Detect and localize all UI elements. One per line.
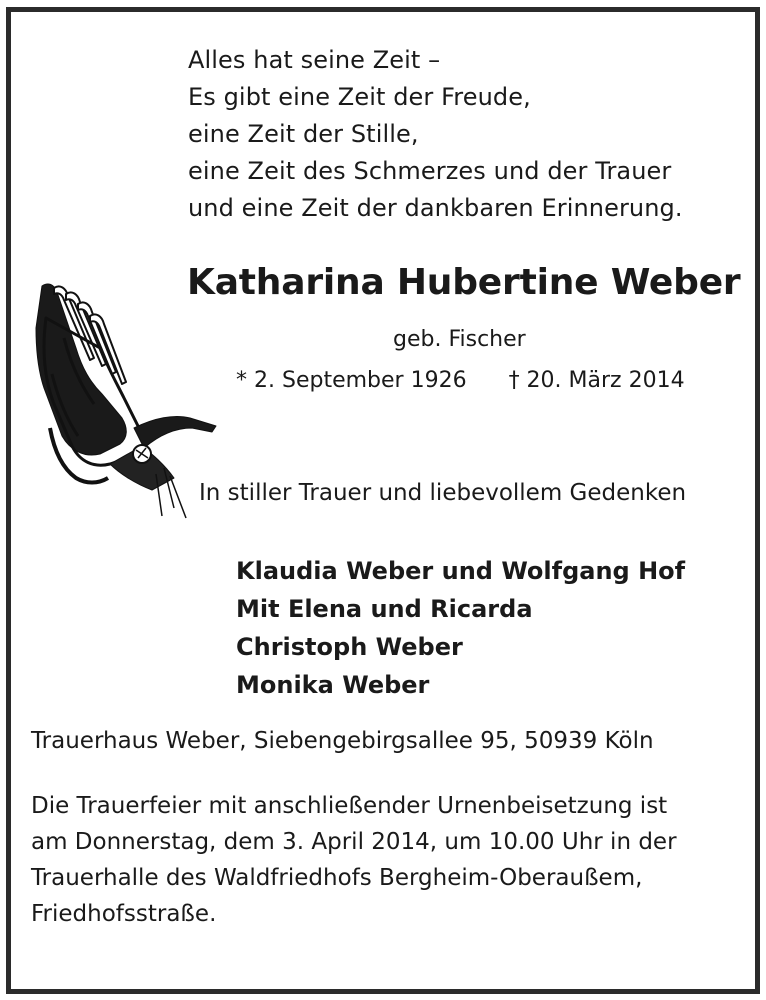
death-date: † 20. März 2014 (508, 368, 685, 393)
verse-line: und eine Zeit der dankbaren Erinnerung. (188, 194, 683, 222)
family-member: Christoph Weber (236, 633, 463, 661)
ceremony-line: Trauerhalle des Waldfriedhofs Bergheim-Oberaußem, (31, 865, 643, 891)
family-list (236, 552, 685, 704)
deceased-name: Katharina Hubertine Weber (187, 262, 741, 303)
verse-line: eine Zeit der Stille, (188, 120, 419, 148)
ceremony-line: Die Trauerfeier mit anschließender Urnenbeisetzung ist (31, 793, 668, 819)
verse-line: Es gibt eine Zeit der Freude, (188, 83, 531, 111)
praying-hands-icon (24, 278, 220, 523)
birth-name: geb. Fischer (393, 327, 526, 352)
mourning-line: In stiller Trauer und liebevollem Gedenken (199, 480, 687, 506)
ceremony-info (31, 788, 677, 932)
mourning-house-address: Trauerhaus Weber, Siebengebirgsallee 95, 50939 Köln (31, 728, 654, 754)
family-member: Monika Weber (236, 671, 430, 699)
ceremony-line: am Donnerstag, dem 3. April 2014, um 10.00 Uhr in der (31, 829, 677, 855)
ceremony-line: Friedhofsstraße. (31, 901, 217, 927)
life-dates (236, 368, 685, 393)
verse-line: eine Zeit des Schmerzes und der Trauer (188, 157, 672, 185)
birth-date: * 2. September 1926 (236, 368, 467, 393)
family-member: Mit Elena und Ricarda (236, 595, 533, 623)
verse (188, 42, 683, 227)
family-member: Klaudia Weber und Wolfgang Hof (236, 557, 686, 585)
verse-line: Alles hat seine Zeit – (188, 46, 441, 74)
